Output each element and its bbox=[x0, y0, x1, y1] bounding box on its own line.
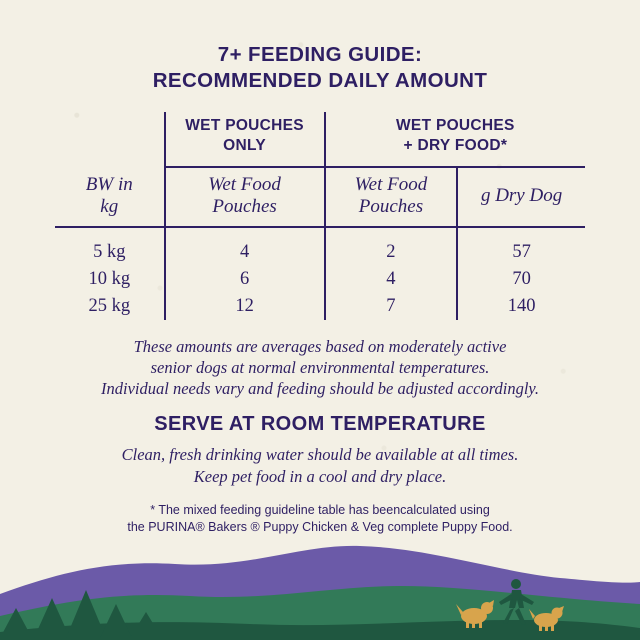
feeding-table-wrapper bbox=[55, 112, 585, 320]
page-title-line1: 7+ FEEDING GUIDE: bbox=[217, 43, 423, 66]
group-header-spacer bbox=[55, 112, 165, 167]
column-header-bw-line2: kg bbox=[100, 195, 119, 217]
cell-wet-mixed: 7 bbox=[325, 293, 457, 320]
column-header-wet-pouches-mixed-line2: Pouches bbox=[358, 196, 424, 217]
table-column-header-row bbox=[55, 167, 585, 227]
averages-note-line1: These amounts are averages based on moderately active bbox=[133, 337, 507, 356]
table-row bbox=[55, 266, 585, 293]
storage-line: Keep pet food in a cool and dry place. bbox=[193, 467, 447, 486]
group-header-wet-plus-dry bbox=[325, 112, 585, 167]
cell-dry: 57 bbox=[512, 242, 531, 262]
page-title bbox=[0, 42, 640, 94]
column-header-wet-pouches-only-line1: Wet Food bbox=[208, 174, 281, 195]
footnote-line1: * The mixed feeding guideline table has beencalculated using bbox=[150, 503, 490, 517]
table-group-header-row bbox=[55, 112, 585, 167]
column-header-wet-pouches-only-line2: Pouches bbox=[212, 196, 277, 217]
hills-illustration bbox=[0, 520, 640, 640]
water-line: Clean, fresh drinking water should be available at all times. bbox=[121, 445, 519, 464]
column-header-bw-line1: BW in bbox=[85, 173, 133, 195]
column-header-wet-pouches-mixed-line1: Wet Food bbox=[354, 174, 428, 195]
cell-bw: 25 kg bbox=[88, 296, 131, 316]
group-header-wet-only-line2: ONLY bbox=[223, 137, 267, 154]
group-header-wet-plus-dry-line1: WET POUCHES bbox=[396, 117, 515, 134]
cell-bw: 5 kg bbox=[93, 242, 126, 262]
group-header-wet-only-line1: WET POUCHES bbox=[185, 117, 304, 134]
footnote-line2: the PURINA® Bakers ® Puppy Chicken & Veg complete Puppy Food. bbox=[127, 520, 513, 534]
cell-dry: 140 bbox=[507, 296, 536, 316]
column-header-bw bbox=[55, 167, 165, 227]
page-title-line2: RECOMMENDED DAILY AMOUNT bbox=[152, 69, 488, 92]
serve-heading: SERVE AT ROOM TEMPERATURE bbox=[154, 413, 486, 435]
group-header-wet-only bbox=[165, 112, 325, 167]
feeding-table bbox=[55, 112, 585, 320]
cell-bw: 10 kg bbox=[88, 269, 131, 289]
table-row bbox=[55, 227, 585, 266]
care-note bbox=[0, 444, 640, 488]
cell-wet-mixed: 4 bbox=[325, 266, 457, 293]
cell-dry: 70 bbox=[512, 269, 531, 289]
averages-note bbox=[0, 336, 640, 399]
table-row bbox=[55, 293, 585, 320]
group-header-wet-plus-dry-line2: + DRY FOOD* bbox=[403, 137, 508, 154]
cell-wet-mixed: 2 bbox=[325, 227, 457, 266]
column-header-wet-pouches-mixed bbox=[325, 167, 457, 227]
averages-note-line2: senior dogs at normal environmental temperatures. bbox=[150, 358, 490, 377]
cell-wet-only: 6 bbox=[165, 266, 325, 293]
averages-note-line3: Individual needs vary and feeding should be adjusted accordingly. bbox=[101, 379, 539, 398]
cell-wet-only: 12 bbox=[165, 293, 325, 320]
column-header-dry-dog-line1: g Dry Dog bbox=[480, 185, 563, 206]
cell-wet-only: 4 bbox=[165, 227, 325, 266]
column-header-wet-pouches-only bbox=[165, 167, 325, 227]
column-header-dry-dog bbox=[457, 167, 585, 227]
